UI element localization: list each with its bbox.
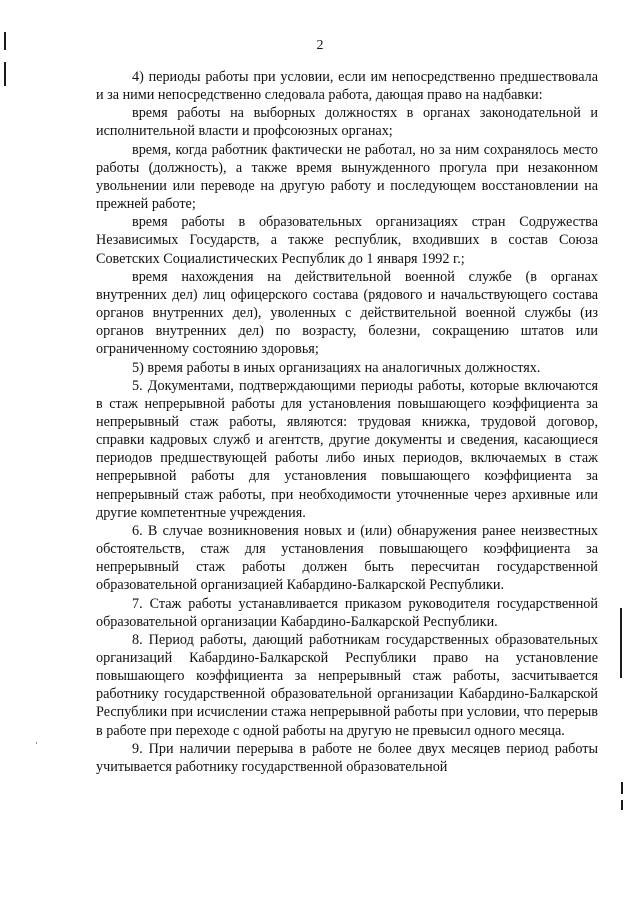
paragraph-item-9-break: 9. При наличии перерыва в работе не более двух месяцев период работы учитывается работнику государственной образовательной xyxy=(96,740,598,775)
page-number: 2 xyxy=(316,38,324,53)
document-body xyxy=(96,68,598,776)
paragraph-item-7-order: 7. Стаж работы устанавливается приказом руководителя государственной образовательной организации Кабардино-Балкарской Республики. xyxy=(96,595,598,630)
scan-edge-mark xyxy=(621,800,623,810)
scan-edge-mark xyxy=(620,608,622,678)
scan-edge-mark xyxy=(621,782,623,794)
paragraph-retained-position: время, когда работник фактически не работал, но за ним сохранялось место работы (должность), а также время вынужденного прогула при незаконном увольнении или переводе на другую работу и последующем восстановлении на прежней работе; xyxy=(96,141,598,213)
paragraph-elected-positions: время работы на выборных должностях в органах законодательной и исполнительной власти и профсоюзных органах; xyxy=(96,105,598,140)
scan-edge-mark xyxy=(4,62,6,86)
paragraph-item-6-recalculation: 6. В случае возникновения новых и (или) обнаружения ранее неизвестных обстоятельств, стаж для установления повышающего коэффициента за непрерывный стаж работы должен быть пересчитан государственной образовательной организацией Кабардино-Балкарской Республики. xyxy=(96,522,598,594)
scan-speck xyxy=(36,742,37,744)
paragraph-item-8-period: 8. Период работы, дающий работникам государственных образовательных организаций Кабардино-Балкарской Республики право на установление повышающего коэффициента за непрерывный стаж работы, засчитывается работнику государственной образовательной организации Кабардино-Балкарской Республики при исчислении стажа непрерывной работы при условии, что перерыв в работе при переходе с одной работы на другую не превысил одного месяца. xyxy=(96,631,598,739)
paragraph-4: 4) периоды работы при условии, если им непосредственно предшествовала и за ними непосредственно следовала работа, дающая право на надбавки: xyxy=(96,69,598,104)
paragraph-item-5-documents: 5. Документами, подтверждающими периоды работы, которые включаются в стаж непрерывной работы для установления повышающего коэффициента за непрерывный стаж работы, являются: трудовая книжка, трудовой договор, справки кадровых служб и агентств, другие документы и сведения, касающиеся периодов предшествующей работы либо иных периодов, включаемых в стаж непрерывной работы для установления повышающего коэффициента за непрерывный стаж работы, при необходимости уточненные через архивные или другие компетентные учреждения. xyxy=(96,377,598,521)
paragraph-military-service: время нахождения на действительной военной службе (в органах внутренних дел) лиц офицерского состава (рядового и начальствующего состава органов внутренних дел), уволенных с действительной военной службы (из органов внутренних дел) по возрасту, болезни, сокращению штатов или ограниченному состоянию здоровья; xyxy=(96,268,598,358)
paragraph-cis-organizations: время работы в образовательных организациях стран Содружества Независимых Государств, а также республик, входивших в состав Союза Советских Социалистических Республик до 1 января 1992 г.; xyxy=(96,214,598,267)
paragraph-5-other-orgs: 5) время работы в иных организациях на аналогичных должностях. xyxy=(132,359,541,376)
